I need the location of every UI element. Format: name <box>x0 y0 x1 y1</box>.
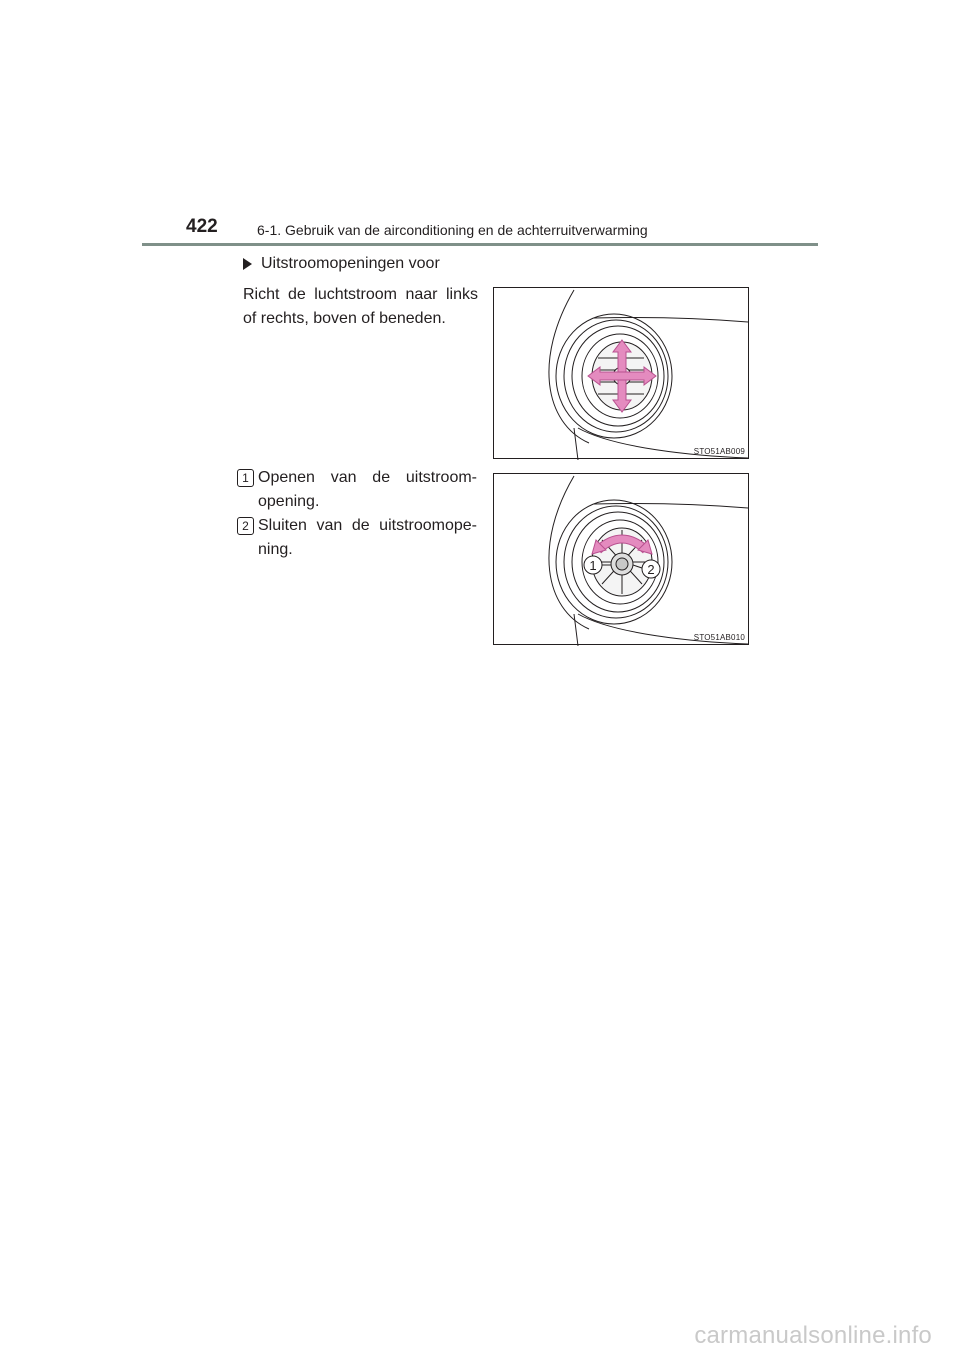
section-heading-text: Uitstroomopeningen voor <box>261 255 440 272</box>
section-description: Richt de luchtstroom naar links of rechts, boven of beneden. <box>243 286 478 327</box>
chapter-title: 6-1. Gebruik van de airconditioning en de achterruitverwarming <box>257 222 648 238</box>
step-number-badge: 1 <box>237 469 254 487</box>
vent-direction-illustration <box>494 288 750 460</box>
header-divider <box>142 243 818 246</box>
step-text: Sluiten van de uitstroomope-ning. <box>258 517 477 558</box>
figure-code: STO51AB010 <box>693 633 745 642</box>
vent-open-close-illustration <box>494 474 750 646</box>
step-item <box>237 466 477 514</box>
vent-open-close-figure <box>493 473 749 645</box>
triangle-bullet-icon <box>243 258 252 270</box>
step-text: Openen van de uitstroom-opening. <box>258 469 477 510</box>
watermark: carmanualsonline.info <box>694 1322 932 1349</box>
vent-direction-figure <box>493 287 749 459</box>
callout-1: 1 <box>589 558 597 573</box>
section-heading <box>243 255 440 273</box>
step-number-badge: 2 <box>237 517 254 535</box>
step-item <box>237 514 477 562</box>
callout-2: 2 <box>647 562 655 577</box>
figure-code: STO51AB009 <box>693 447 745 456</box>
page-number: 422 <box>186 216 218 237</box>
